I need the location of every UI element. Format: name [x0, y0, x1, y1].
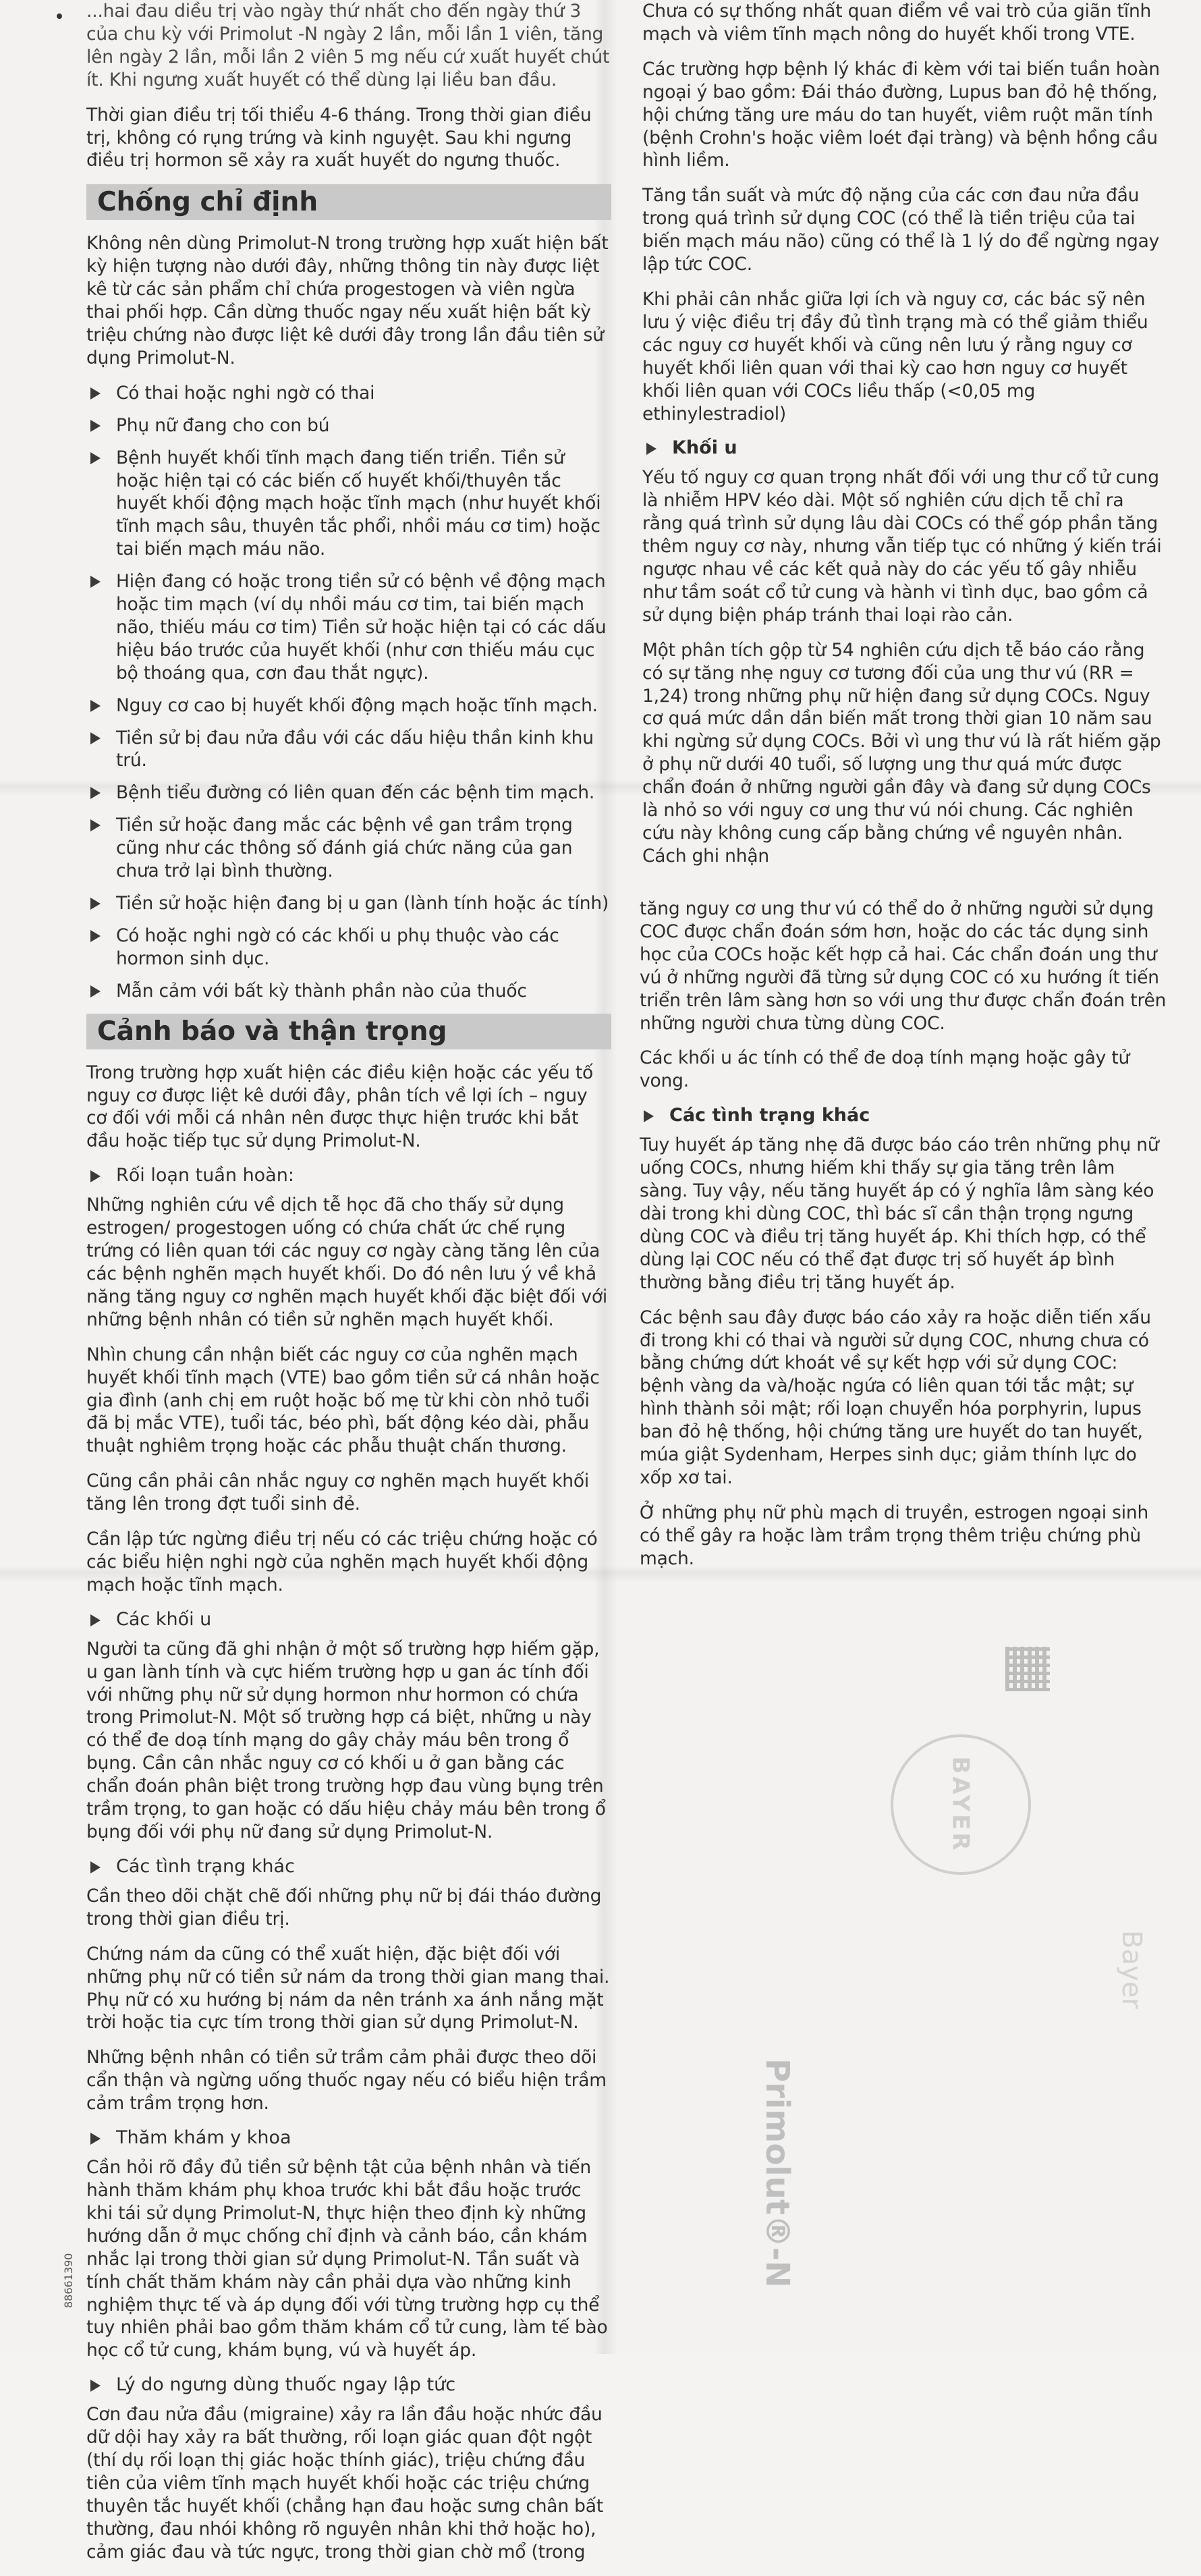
- list-item-text: Hiện đang có hoặc trong tiền sử có bệnh về động mạch hoặc tim mạch (ví dụ nhồi máu cơ tim, tai biến mạch não, thiếu máu cơ tim) Tiền sử hoặc hiện tại có các dấu hiệu báo trước của huyết khối (như cơn thiếu máu cục bộ thoáng qua, cơn đau thắt ngực).: [116, 571, 607, 684]
- list-item: [86, 892, 611, 915]
- triangle-bullet-icon: [90, 985, 101, 997]
- list-item-text: Bệnh huyết khối tĩnh mạch đang tiến triển. Tiền sử hoặc hiện tại có các biến cố huyết khối/thuyên tắc huyết khối động mạch hoặc tĩnh mạch (như huyết khối tĩnh mạch sâu, thuyên tắc phổi, nhồi máu cơ tim) hoặc tai biến mạch máu não.: [116, 447, 601, 560]
- list-item-text: Tiền sử hoặc đang mắc các bệnh về gan trầm trọng cũng như các thông số đánh giá chức năng của gan chưa trở lại bình thường.: [116, 815, 573, 882]
- list-item: [86, 382, 611, 405]
- list-item: [86, 925, 611, 970]
- subheading-text: Các tình trạng khác: [669, 1105, 870, 1126]
- triangle-bullet-icon: [90, 2133, 101, 2145]
- subheading-text: Lý do ngưng dùng thuốc ngay lập tức: [116, 2374, 456, 2396]
- tumors-subheading: [86, 1609, 611, 1630]
- other-paragraph-2: Chứng nám da cũng có thể xuất hiện, đặc biệt đối với những phụ nữ có tiền sử nám da trong thời gian mang thai. Phụ nữ có xu hướng bị nám da nên tránh xa ánh nắng mặt trời hoặc tia cực tím trong thời gian sử dụng Primolut-N.: [86, 1943, 610, 2033]
- triangle-bullet-icon: [646, 443, 657, 455]
- tumor-subheading: [642, 437, 1169, 458]
- right-paragraph-3: Khi phải cân nhắc giữa lợi ích và nguy cơ, các bác sỹ nên lưu ý việc điều trị đầy đủ tình trạng mà có thể giảm thiểu các nguy cơ huyết khối và cũng nên lưu ý rằng nguy cơ huyết khối liên quan với thai kỳ cao hơn nguy cơ huyết khối liên quan với COCs liều thấp (<0,05 mg ethinylestradiol): [642, 288, 1148, 424]
- medical-exam-paragraph: Cần hỏi rõ đầy đủ tiền sử bệnh tật của bệnh nhân và tiến hành thăm khám phụ khoa trước khi bắt đầu hoặc trước khi tái sử dụng Primolut-N, thực hiện theo định kỳ những hướng dẫn ở mục chống chỉ định và cảnh báo, cần khám nhắc lại trong thời gian sử dụng Primolut-N. Tần suất và tính chất thăm khám này cần phải dựa vào những kinh nghiệm thực tế và áp dụng đối với từng trường hợp cụ thể tuy nhiên phải bao gồm thăm khám cổ tử cung, làm tế bào học cổ tử cung, khám bụng, vú và huyết áp.: [86, 2157, 608, 2361]
- circulation-paragraph-1: Những nghiên cứu về dịch tễ học đã cho thấy sử dụng estrogen/ progestogen uống có chứa chất ức chế rụng trứng có liên quan tới các nguy cơ ngày càng tăng lên của các bệnh nghẽn mạch huyết khối. Do đó nên lưu ý về khả năng tăng nguy cơ nghẽn mạch huyết khối đặc biệt đối với những bệnh nhân có tiền sử nghẽn mạch huyết khối.: [86, 1195, 608, 1330]
- list-item-text: Có thai hoặc nghi ngờ có thai: [116, 382, 375, 404]
- qr-code-icon: [1005, 1647, 1050, 1691]
- medical-exam-subheading: [86, 2127, 611, 2148]
- right-paragraph-1: Các trường hợp bệnh lý khác đi kèm với tai biến tuần hoàn ngoại ý bao gồm: Đái tháo đường, Lupus ban đỏ hệ thống, hội chứng tăng ure máu do tan huyết, viêm ruột mãn tính (bệnh Crohn's hoặc viêm loét đại tràng) và bệnh hồng cầu hình liềm.: [642, 58, 1160, 171]
- list-item: [86, 814, 611, 883]
- right-column-top: [642, 0, 1169, 880]
- stop-reasons-paragraph: Cơn đau nửa đầu (migraine) xảy ra lần đầu hoặc nhức đầu dữ dội hay xảy ra bất thường, rối loạn giác quan đột ngột (thí dụ rối loạn thị giác hoặc thính giác), triệu chứng đầu tiên của viêm tĩnh mạch huyết khối hoặc các triệu chứng thuyên tắc huyết khối (chẳng hạn đau hoặc sưng chân bất thường, đau nhói không rõ nguyên nhân khi thở hoặc ho), cảm giác đau và tức ngực, trong thời gian chờ mổ (trong: [86, 2404, 604, 2563]
- right-other-conditions-subheading: [640, 1105, 1167, 1126]
- intro-paragraph-2: Thời gian điều trị tối thiểu 4-6 tháng. Trong thời gian điều trị, không có rụng trứng và kinh nguyệt. Sau khi ngưng điều trị hormon sẽ xảy ra xuất huyết do ngưng thuốc.: [86, 104, 592, 171]
- other-paragraph-3: Những bệnh nhân có tiền sử trầm cảm phải được theo dõi cẩn thận và ngừng uống thuốc ngay nếu có biểu hiện trầm cảm trầm trọng hơn.: [86, 2047, 607, 2114]
- list-item: [86, 782, 611, 804]
- triangle-bullet-icon: [90, 898, 101, 910]
- bayer-cross-logo: [891, 1734, 1031, 1875]
- list-item-text: Phụ nữ đang cho con bú: [116, 414, 330, 436]
- subheading-text: Các khối u: [116, 1608, 212, 1630]
- other-paragraph-1: Cần theo dõi chặt chẽ đối những phụ nữ bị đái tháo đường trong thời gian điều trị.: [86, 1885, 602, 1929]
- right-other-paragraph-1: Tuy huyết áp tăng nhẹ đã được báo cáo trên những phụ nữ uống COCs, nhưng hiếm khi thấy sự gia tăng trên lâm sàng. Tuy vậy, nếu tăng huyết áp có ý nghĩa lâm sàng kéo dài trong khi dùng COC, thì bác sĩ cần thận trọng ngưng dùng COC và điều trị tăng huyết áp. Khi thích hợp, có thể dùng lại COC nếu có thể đạt được trị số huyết áp bình thường bằng điều trị tăng huyết áp.: [640, 1134, 1159, 1293]
- triangle-bullet-icon: [90, 732, 101, 744]
- contraindications-title: Chống chỉ định: [86, 184, 611, 220]
- triangle-bullet-icon: [90, 1614, 101, 1626]
- list-item-text: Mẫn cảm với bất kỳ thành phần nào của thuốc: [116, 980, 527, 1002]
- triangle-bullet-icon: [90, 387, 101, 400]
- triangle-bullet-icon: [90, 700, 101, 712]
- circulation-paragraph-4: Cần lập tức ngừng điều trị nếu có các triệu chứng hoặc có các biểu hiện nghi ngờ của nghẽn mạch huyết khối động mạch hoặc tĩnh mạch.: [86, 1529, 598, 1595]
- triangle-bullet-icon: [90, 930, 101, 942]
- triangle-bullet-icon: [90, 576, 101, 588]
- warnings-title: Cảnh báo và thận trọng: [86, 1014, 611, 1049]
- list-item-text: Tiền sử hoặc hiện đang bị u gan (lành tính hoặc ác tính): [116, 893, 609, 914]
- contraindications-list: [86, 382, 611, 1003]
- tumor-paragraph-2: Một phân tích gộp từ 54 nghiên cứu dịch tễ báo cáo rằng có sự tăng nhẹ nguy cơ tương đối của ung thư vú (RR = 1,24) trong những phụ nữ hiện đang sử dụng COCs. Nguy cơ quá mức dần dần biến mất trong thời gian 10 năm sau khi ngừng sử dụng COCs. Bởi vì ung thư vú là rất hiếm gặp ở phụ nữ dưới 40 tuổi, số lượng ung thư quá mức được chẩn đoán ở những người gần đây và đang sử dụng COCs là nhỏ so với nguy cơ ung thư vú nói chung. Các nghiên cứu này không cung cấp bằng chứng về nguyên nhân. Cách ghi nhận: [642, 639, 1161, 867]
- right-paragraph-0: Chưa có sự thống nhất quan điểm về vai trò của giãn tĩnh mạch và viêm tĩnh mạch nông do huyết khối trong VTE.: [642, 1, 1152, 45]
- other-conditions-subheading: [86, 1856, 611, 1877]
- list-item-text: Tiền sử bị đau nửa đầu với các dấu hiệu thần kinh khu trú.: [116, 727, 594, 771]
- list-item: [86, 414, 611, 437]
- print-code: 88661390: [62, 2253, 75, 2308]
- circulation-subheading: [86, 1165, 611, 1186]
- bullet-dot: [57, 13, 62, 19]
- intro-paragraph-1: ...hai đau diều trị vào ngày thứ nhất cho đến ngày thứ 3 của chu kỳ với Primolut -N ngày 2 lần, mỗi lần 1 viên, tăng lên ngày 2 lần, mỗi lần 2 viên 5 mg nếu cứ xuất huyết chút ít. Khi ngưng xuất huyết có thể dùng lại liều ban đầu.: [86, 1, 610, 90]
- triangle-bullet-icon: [90, 452, 101, 464]
- brand-name-vertical: Bayer: [1116, 1930, 1147, 2009]
- subheading-text: Các tình trạng khác: [116, 1855, 295, 1877]
- right-paragraph-2: Tăng tần suất và mức độ nặng của các cơn đau nửa đầu trong quá trình sử dụng COC (có thể là tiền triệu của tai biến mạch máu não) cũng có thể là 1 lý do để ngừng ngay lập tức COC.: [642, 185, 1160, 275]
- right-other-paragraph-2: Các bệnh sau đây được báo cáo xảy ra hoặc diễn tiến xấu đi trong khi có thai và người sử dụng COC, nhưng chưa có bằng chứng dứt khoát về sự kết hợp với sử dụng COC: bệnh vàng da và/hoặc ngứa có liên quan tới tắc mật; sự hình thành sỏi mật; rối loạn chuyển hóa porphyrin, lupus ban đỏ hệ thống, hội chứng tăng ure huyết do tan huyết, múa giật Sydenham, Herpes sinh dục; giảm thính lực do xốp xơ tai.: [640, 1307, 1151, 1488]
- left-column: [86, 0, 611, 2576]
- subheading-text: Thăm khám y khoa: [116, 2127, 291, 2149]
- right-other-paragraph-3: Ở những phụ nữ phù mạch di truyền, estrogen ngoại sinh có thể gây ra hoặc làm trầm trọng thêm triệu chứng phù mạch.: [640, 1502, 1149, 1569]
- triangle-bullet-icon: [90, 1170, 101, 1182]
- list-item: [86, 980, 611, 1003]
- subheading-text: Khối u: [672, 437, 737, 459]
- warnings-intro: Trong trường hợp xuất hiện các điều kiện hoặc các yếu tố nguy cơ được liệt kê dưới đây, phân tích về lợi ích – nguy cơ đối với mỗi cá nhân nên được thực hiện trước khi bắt đầu hoặc tiếp tục sử dụng Primolut-N.: [86, 1062, 594, 1152]
- triangle-bullet-icon: [90, 1861, 101, 1873]
- right-mid-paragraph-1: tăng nguy cơ ung thư vú có thể do ở những người sử dụng COC được chẩn đoán sớm hơn, hoặc do các tác dụng sinh học của COCs hoặc kết hợp cả hai. Các chẩn đoán ung thư vú ở những người đã từng sử dụng COC có xu hướng ít tiến triển trên lâm sàng hơn so với ung thư được chẩn đoán trên những người chưa từng dùng COC.: [640, 898, 1167, 1034]
- stop-reasons-subheading: [86, 2374, 611, 2395]
- logo-text: BAYER: [947, 1756, 974, 1853]
- triangle-bullet-icon: [90, 2380, 101, 2392]
- right-column-middle: [640, 898, 1167, 1583]
- list-item-text: Có hoặc nghi ngờ có các khối u phụ thuộc vào các hormon sinh dục.: [116, 925, 559, 969]
- list-item-text: Nguy cơ cao bị huyết khối động mạch hoặc tĩnh mạch.: [116, 694, 598, 716]
- triangle-bullet-icon: [90, 819, 101, 831]
- right-mid-paragraph-2: Các khối u ác tính có thể đe doạ tính mạng hoặc gây tử vong.: [640, 1047, 1130, 1092]
- triangle-bullet-icon: [90, 420, 101, 432]
- triangle-bullet-icon: [644, 1110, 654, 1122]
- circulation-paragraph-2: Nhìn chung cần nhận biết các nguy cơ của nghẽn mạch huyết khối tĩnh mạch (VTE) bao gồm tiền sử cá nhân hoặc gia đình (anh chị em ruột hoặc bố mẹ từ khi còn nhỏ tuổi đã bị mắc VTE), tuổi tác, béo phì, bất động kéo dài, phẫu thuật nghiêm trọng hoặc các phẫu thuật chấn thương.: [86, 1344, 600, 1457]
- triangle-bullet-icon: [90, 787, 101, 799]
- list-item-text: Bệnh tiểu đường có liên quan đến các bệnh tim mạch.: [116, 782, 595, 804]
- tumor-paragraph-1: Yếu tố nguy cơ quan trọng nhất đối với ung thư cổ tử cung là nhiễm HPV kéo dài. Một số nghiên cứu dịch tễ chỉ ra rằng quá trình sử dụng lâu dài COCs có thể góp phần tăng thêm nguy cơ này, nhưng vẫn tiếp tục có những ý kiến trái ngược nhau về các kết quả này do các yếu tố gây nhiễu như tầm soát cổ tử cung và hành vi tình dục, bao gồm cả sử dụng biện pháp tránh thai loại rào cản.: [642, 467, 1162, 626]
- contraindications-intro: Không nên dùng Primolut-N trong trường hợp xuất hiện bất kỳ hiện tượng nào dưới đây, những thông tin này được liệt kê từ các sản phẩm chỉ chứa progestogen và viên ngừa thai phối hợp. Cần dừng thuốc ngay nếu xuất hiện bất kỳ triệu chứng nào được liệt kê dưới đây trong lần đầu tiên sử dụng Primolut-N.: [86, 233, 609, 368]
- tumors-paragraph: Người ta cũng đã ghi nhận ở một số trường hợp hiếm gặp, u gan lành tính và cực hiếm trường hợp u gan ác tính đối với những phụ nữ sử dụng hormon như hormon có chứa trong Primolut-N. Một số trường hợp cá biệt, những u này có thể đe doạ tính mạng do gây chảy máu bên trong ổ bụng. Cần cân nhắc nguy cơ có khối u ở gan bằng các chẩn đoán phân biệt trong trường hợp đau vùng bụng trên trầm trọng, to gan hoặc có dấu hiệu chảy máu bên trong ổ bụng đối với phụ nữ đang sử dụng Primolut-N.: [86, 1638, 606, 1842]
- list-item: [86, 694, 611, 717]
- circulation-paragraph-3: Cũng cần phải cân nhắc nguy cơ nghẽn mạch huyết khối tăng lên trong đợt tuổi sinh đẻ.: [86, 1471, 590, 1515]
- subheading-text: Rối loạn tuần hoàn:: [116, 1165, 294, 1186]
- product-name-vertical: Primolut®-N: [758, 2058, 796, 2288]
- list-item: [86, 727, 611, 773]
- list-item: [86, 570, 611, 685]
- list-item: [86, 447, 611, 561]
